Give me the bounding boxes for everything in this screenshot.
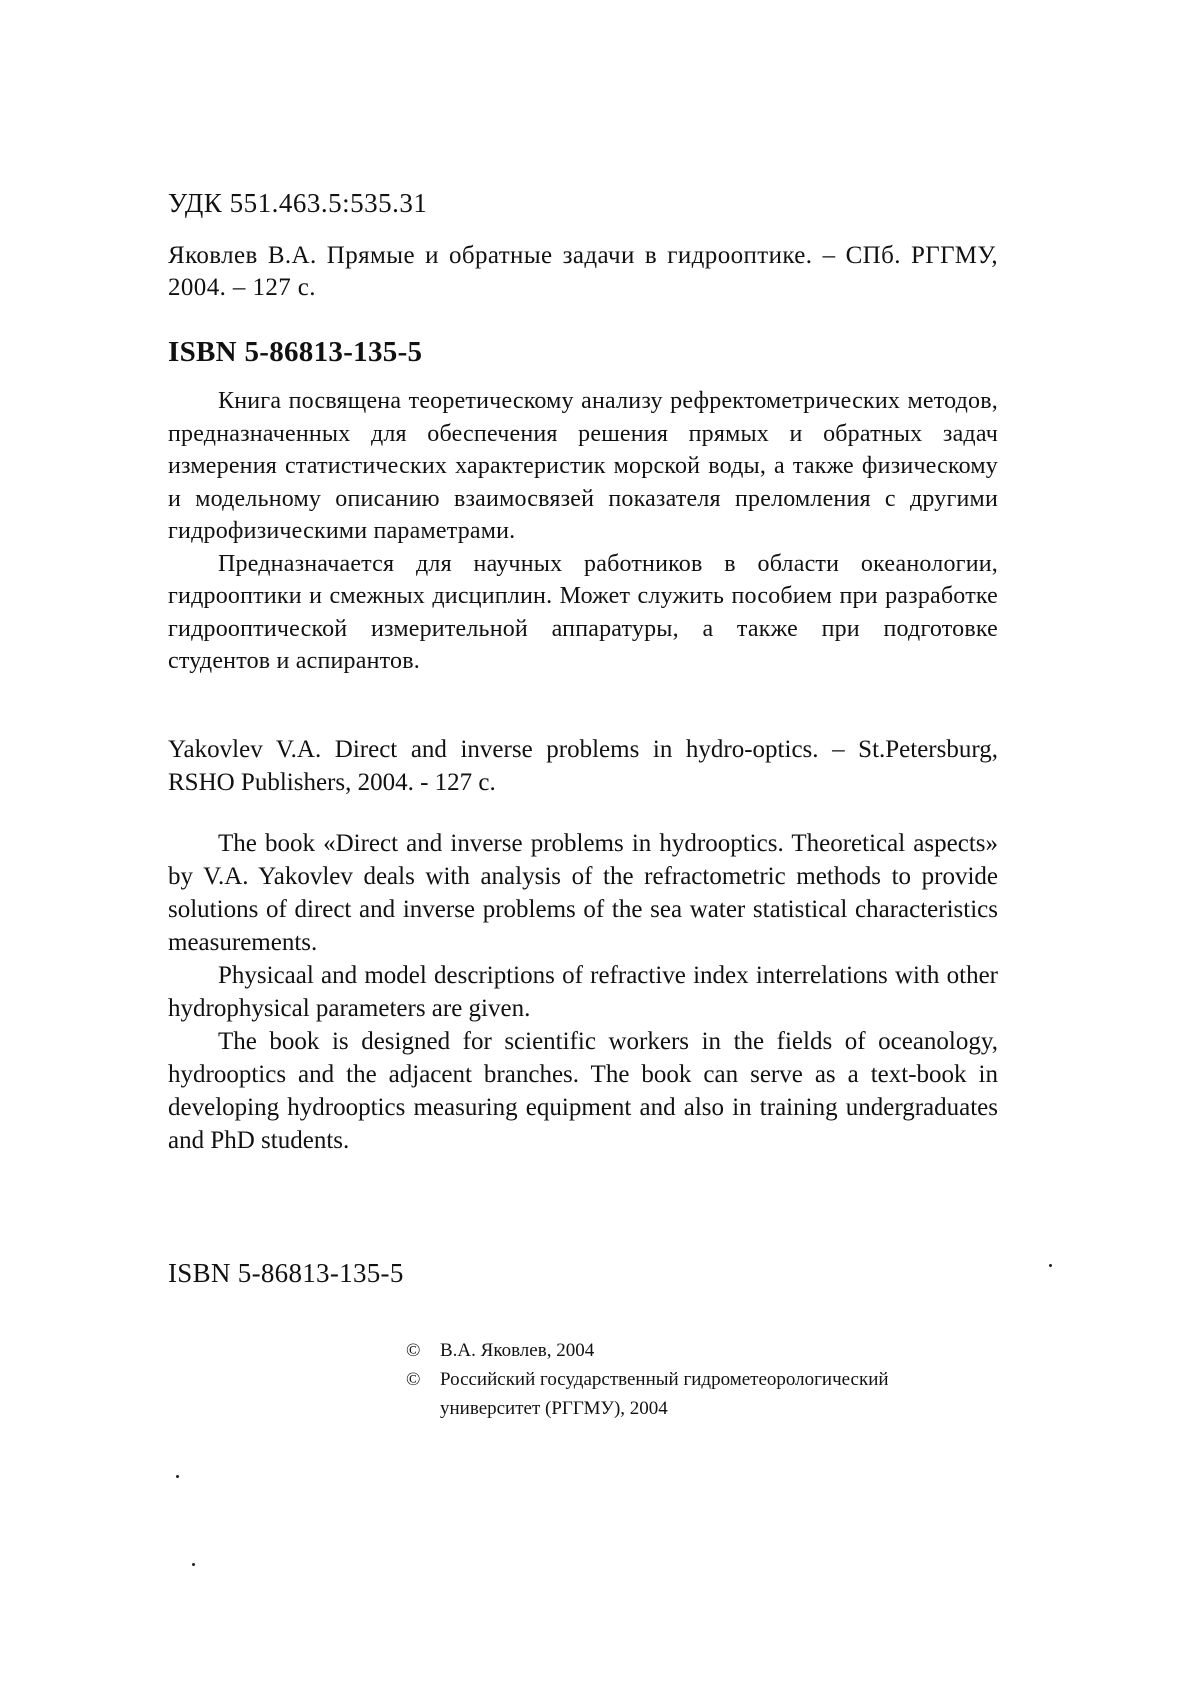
scan-speck bbox=[176, 1475, 179, 1478]
copyright-block bbox=[406, 1336, 1006, 1423]
bibliographic-reference-ru: Яковлев В.А. Прямые и обратные задачи в гидрооптике. – СПб. РГГМУ, 2004. – 127 с. bbox=[168, 242, 998, 301]
abstract-en bbox=[168, 827, 998, 1157]
copyright-icon: © bbox=[406, 1340, 421, 1361]
abstract-ru-paragraph: Книга посвящена теоретическому анализу рефректометрических методов, предназначенных для обеспечения решения прямых и обратных задач измерения статистических характеристик морской воды, а также физическому и модельному описанию взаимосвязей показателя преломления с другими гидрофизическими параметрами. bbox=[168, 388, 998, 544]
copyright-author-text: В.А. Яковлев, 2004 bbox=[440, 1340, 595, 1361]
copyright-publisher-text: Российский государственный гидрометеорологический bbox=[440, 1369, 889, 1390]
abstract-en-paragraph: The book «Direct and inverse problems in hydrooptics. Theoretical aspects» by V.A. Yakovlev deals with analysis of the refractometric methods to provide solutions of direct and inverse problems of the sea water statistical characteristics measurements. bbox=[168, 830, 998, 956]
scan-speck bbox=[1049, 1264, 1052, 1267]
abstract-en-paragraph: The book is designed for scientific workers in the fields of oceanology, hydrooptics and the adjacent branches. The book can serve as a text-book in developing hydrooptics measuring equipment and also in training undergraduates and PhD students. bbox=[168, 1028, 998, 1154]
copyright-author bbox=[406, 1336, 1006, 1365]
bibliographic-reference-en: Yakovlev V.A. Direct and inverse problems in hydro-optics. – St.Petersburg, RSHO Publishers, 2004. - 127 c. bbox=[168, 736, 998, 796]
isbn-footer: ISBN 5-86813-135-5 bbox=[168, 1258, 404, 1288]
abstract-ru bbox=[168, 385, 998, 678]
scan-speck bbox=[192, 1563, 195, 1566]
udk-code: УДК 551.463.5:535.31 bbox=[168, 188, 428, 218]
abstract-ru-paragraph: Предназначается для научных работников в области океанологии, гидрооптики и смежных дисциплин. Может служить пособием при разработке гидрооптической измерительной аппаратуры, а также при подготовке студентов и аспирантов. bbox=[168, 550, 998, 674]
abstract-en-paragraph: Physicaal and model descriptions of refractive index interrelations with other hydrophysical parameters are given. bbox=[168, 962, 998, 1022]
copyright-icon: © bbox=[406, 1369, 421, 1390]
copyright-publisher-continuation: университет (РГГМУ), 2004 bbox=[440, 1398, 668, 1419]
isbn-heading: ISBN 5-86813-135-5 bbox=[168, 336, 423, 368]
copyright-publisher bbox=[406, 1365, 1006, 1394]
